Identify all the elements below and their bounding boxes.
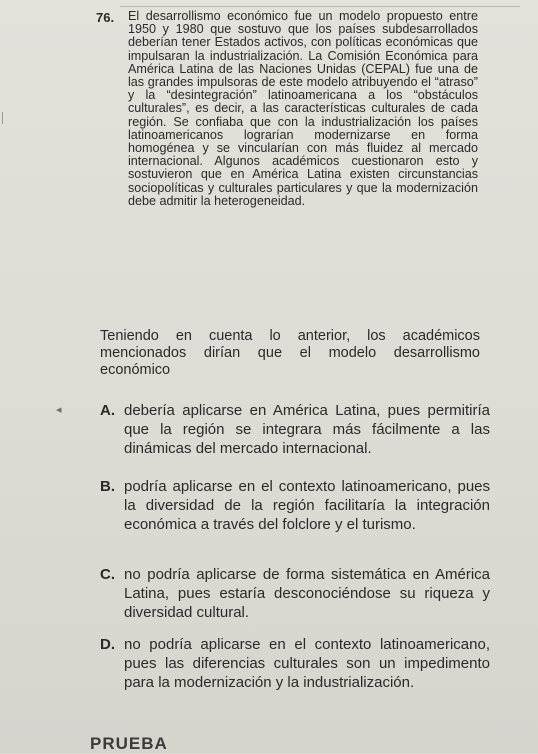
- option-text: podría aplicarse en el contexto latinoamericano, pues la diversidad de la región facilitaría la integración económica a través del folclore y el turismo.: [124, 478, 490, 533]
- question-prompt: Teniendo en cuenta lo anterior, los académicos mencionados dirían que el modelo desarrollismo económico: [100, 328, 480, 378]
- top-rule: [120, 6, 520, 7]
- option-a[interactable]: [100, 401, 490, 458]
- question-number: 76.: [96, 10, 115, 25]
- margin-mark: [2, 112, 7, 124]
- option-letter: D.: [100, 636, 115, 653]
- option-c[interactable]: [100, 565, 490, 622]
- option-b[interactable]: [100, 477, 490, 534]
- option-letter: C.: [100, 566, 115, 583]
- footer-label: PRUEBA: [90, 734, 168, 753]
- option-letter: A.: [100, 402, 115, 419]
- option-d[interactable]: [100, 635, 490, 692]
- option-text: no podría aplicarse en el contexto latinoamericano, pues las diferencias culturales son un impedimento para la modernización y la industrialización.: [124, 636, 490, 691]
- pencil-mark-icon: ◂: [56, 404, 62, 416]
- question-stem: El desarrollismo económico fue un modelo propuesto entre 1950 y 1980 que sostuvo que los países subdesarrollados deberían tener Estados activos, con políticas económicas que impulsaran la industrialización. La Comisión Económica para América Latina de las Naciones Unidas (CEPAL) fue una de las grandes impulsoras de este modelo atribuyendo el “atraso” y la “desintegración” latinoamericana a los “obstáculos culturales”, es decir, a las características culturales de cada región. Se confiaba que con la industrialización los países latinoamericanos lograrían modernizarse en forma homogénea y se vincularían con más fluidez al mercado internacional. Algunos académicos cuestionaron esto y sostuvieron que en América Latina existen circunstancias sociopolíticas y culturales particulares y que la modernización debe admitir la heterogeneidad.: [128, 9, 478, 208]
- option-text: debería aplicarse en América Latina, pues permitiría que la región se integrara más fácilmente a las dinámicas del mercado internacional.: [124, 402, 490, 457]
- option-text: no podría aplicarse de forma sistemática en América Latina, pues estaría desconociéndose su riqueza y diversidad cultural.: [124, 566, 490, 621]
- option-letter: B.: [100, 478, 115, 495]
